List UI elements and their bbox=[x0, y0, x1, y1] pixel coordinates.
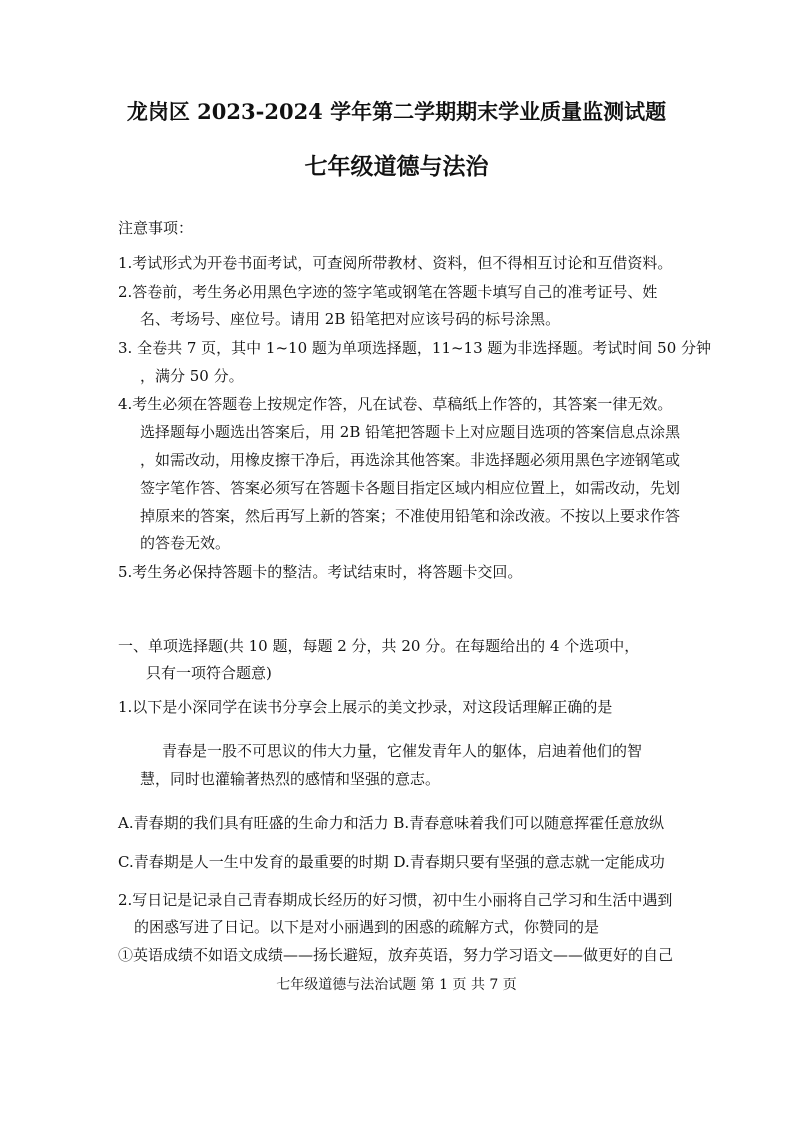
note-line: 1.考试形式为开卷书面考试，可查阅所带教材、资料，但不得相互讨论和互借资料。 bbox=[118, 254, 673, 272]
question-2-item-1: ①英语成绩不如语文成绩——扬长避短，放弃英语，努力学习语文——做更好的自己 bbox=[118, 946, 674, 964]
note-line: 签字笔作答、答案必须写在答题卡各题目指定区域内相应位置上，如需改动，先划 bbox=[140, 479, 681, 497]
exam-title: 龙岗区 2023-2024 学年第二学期期末学业质量监测试题 bbox=[126, 99, 667, 124]
note-line: 3. 全卷共 7 页，其中 1~10 题为单项选择题，11~13 题为非选择题。考试时间 50 分钟 bbox=[118, 339, 712, 357]
question-1-options-ab: A.青春期的我们具有旺盛的生命力和活力 B.青春意味着我们可以随意挥霍任意放纵 bbox=[118, 814, 665, 832]
section-heading-cont: 只有一项符合题意) bbox=[146, 664, 272, 682]
question-2-stem: 2.写日记是记录自己青春期成长经历的好习惯，初中生小丽将自己学习和生活中遇到 bbox=[118, 891, 673, 909]
notes-heading: 注意事项： bbox=[118, 219, 194, 237]
exam-subject: 七年级道德与法治 bbox=[304, 153, 489, 180]
note-line: ，如需改动，用橡皮擦干净后，再选涂其他答案。非选择题必须用黑色字迹钢笔或 bbox=[140, 451, 681, 469]
note-line: 名、考场号、座位号。请用 2B 铅笔把对应该号码的标号涂黑。 bbox=[140, 310, 561, 328]
question-1-quote: 青春是一股不可思议的伟大力量，它催发青年人的躯体，启迪着他们的智 bbox=[162, 742, 643, 760]
note-line: 2.答卷前，考生务必用黑色字迹的签字笔或钢笔在答题卡填写自己的准考证号、姓 bbox=[118, 283, 658, 301]
question-1-stem: 1.以下是小深同学在读书分享会上展示的美文抄录，对这段话理解正确的是 bbox=[118, 698, 613, 716]
note-line: 的答卷无效。 bbox=[140, 534, 231, 552]
question-2-stem-cont: 的困惑写进了日记。以下是对小丽遇到的困惑的疏解方式，你赞同的是 bbox=[134, 918, 600, 936]
note-line: 5.考生务必保持答题卡的整洁。考试结束时，将答题卡交回。 bbox=[118, 563, 523, 581]
note-line: 选择题每小题选出答案后，用 2B 铅笔把答题卡上对应题目选项的答案信息点涂黑 bbox=[140, 423, 681, 441]
page-footer: 七年级道德与法治试题 第 1 页 共 7 页 bbox=[276, 977, 517, 993]
section-heading: 一、单项选择题(共 10 题，每题 2 分，共 20 分。在每题给出的 4 个选项中， bbox=[118, 637, 640, 655]
note-line: 4.考生必须在答题卷上按规定作答，凡在试卷、草稿纸上作答的，其答案一律无效。 bbox=[118, 395, 673, 413]
note-line: ，满分 50 分。 bbox=[140, 367, 244, 385]
question-1-quote-cont: 慧，同时也灌输著热烈的感情和坚强的意志。 bbox=[140, 770, 441, 788]
note-line: 掉原来的答案，然后再写上新的答案；不准使用铅笔和涂改液。不按以上要求作答 bbox=[140, 507, 681, 525]
question-1-options-cd: C.青春期是人一生中发育的最重要的时期 D.青春期只要有坚强的意志就一定能成功 bbox=[118, 853, 665, 871]
